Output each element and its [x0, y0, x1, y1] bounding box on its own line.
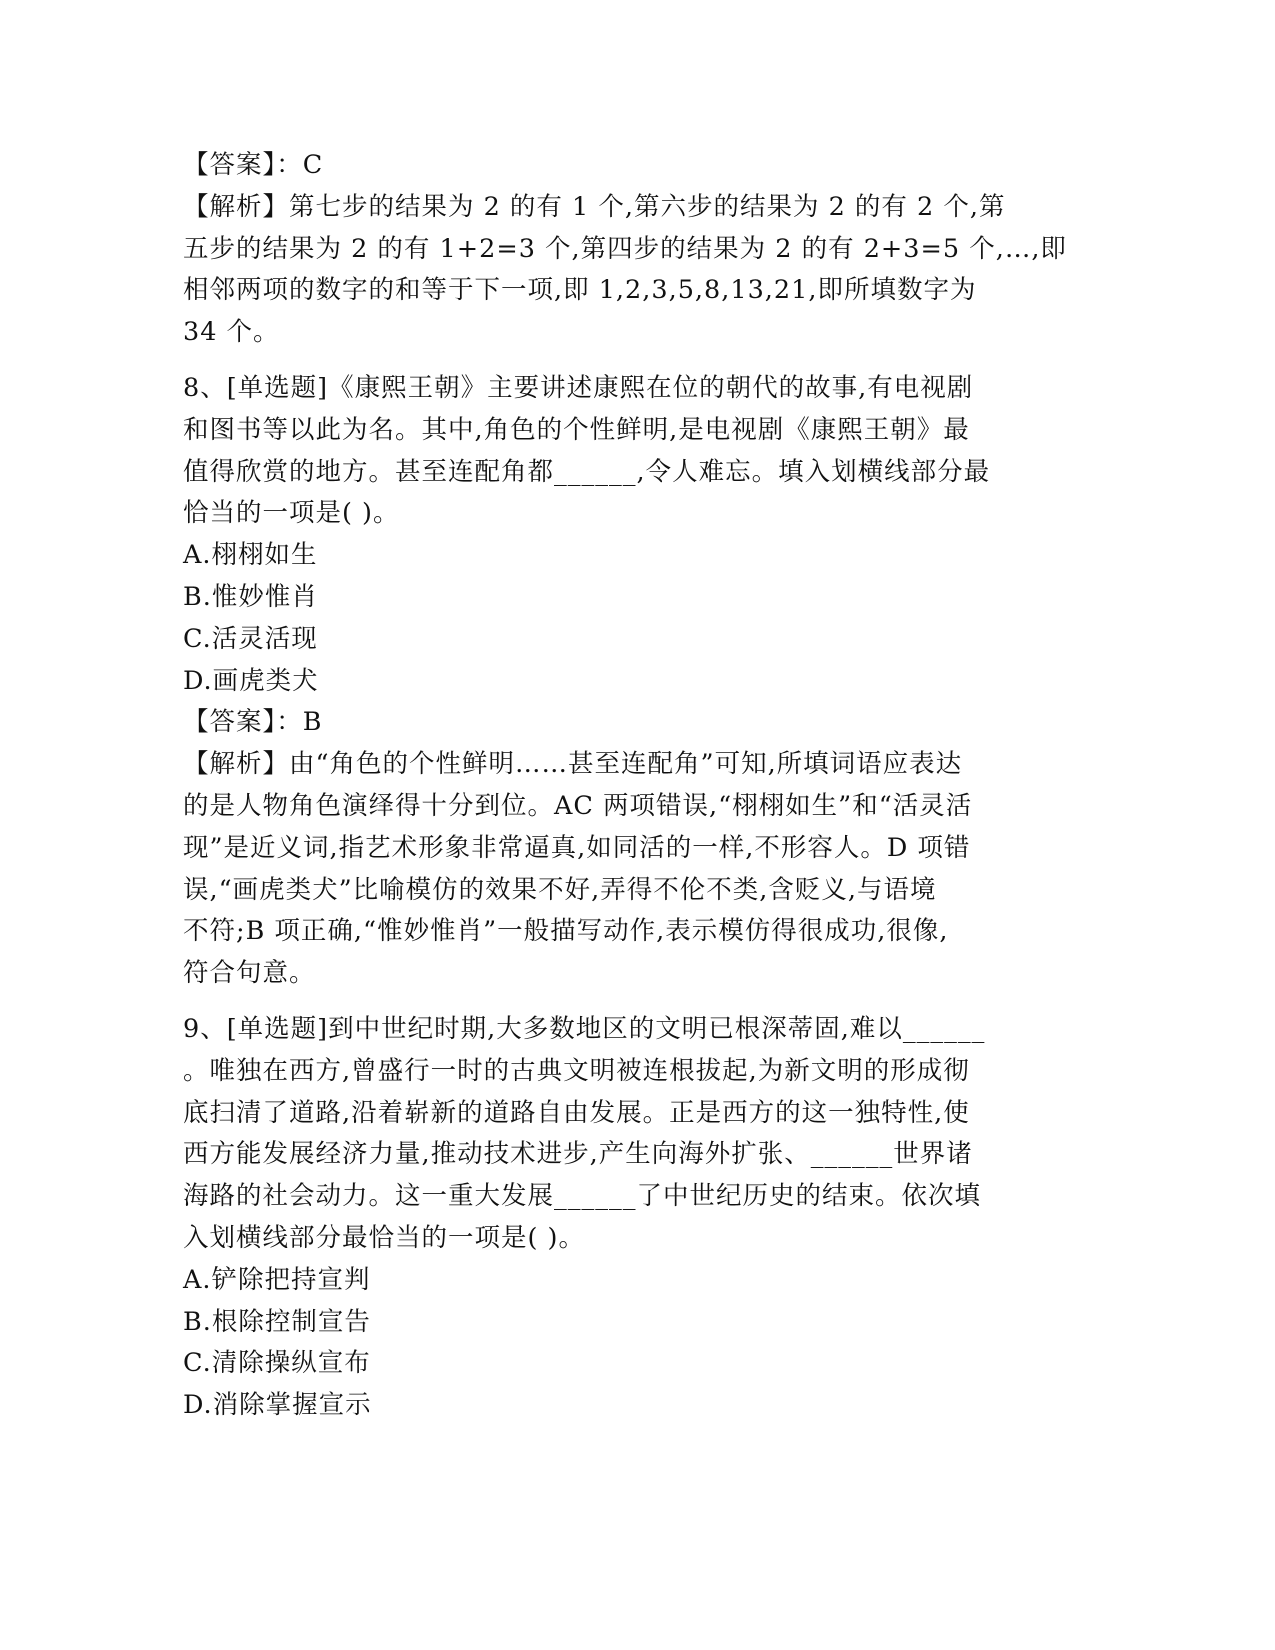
q8-answer: 【答案】：B — [183, 707, 323, 738]
q9-question — [183, 1009, 1083, 1260]
q8-question-line: 和图书等以此为名。其中,角色的个性鲜明,是电视剧《康熙王朝》最 — [183, 414, 970, 445]
q9-question-line: 西方能发展经济力量,推动技术进步,产生向海外扩张、______世界诸 — [183, 1139, 973, 1170]
q8-analysis-line: 现”是近义词,指艺术形象非常逼真,如同活的一样,不形容人。D 项错 — [183, 832, 971, 863]
q7-analysis — [183, 187, 1083, 354]
q9-question-line: 入划横线部分最恰当的一项是( )。 — [183, 1222, 586, 1253]
q9-question-line: 。唯独在西方,曾盛行一时的古典文明被连根拔起,为新文明的形成彻 — [183, 1055, 970, 1086]
q9-option-a: A.铲除把持宣判 — [183, 1264, 371, 1295]
q8-analysis-line: 符合句意。 — [183, 958, 316, 989]
q8-options — [183, 535, 1083, 702]
q9-question-line: 海路的社会动力。这一重大发展______了中世纪历史的结束。依次填 — [183, 1181, 982, 1212]
q7-answer: 【答案】：C — [183, 150, 324, 180]
q7-analysis-line: 五步的结果为 2 的有 1+2=3 个,第四步的结果为 2 的有 2+3=5 个,…,即 — [183, 233, 1067, 264]
q9-option-c: C.清除操纵宣布 — [183, 1348, 371, 1379]
q8-option-d: D.画虎类犬 — [183, 665, 319, 696]
q7-analysis-line: 【解析】第七步的结果为 2 的有 1 个,第六步的结果为 2 的有 2 个,第 — [183, 191, 1006, 222]
q9-question-line: 底扫清了道路,沿着崭新的道路自由发展。正是西方的这一独特性,使 — [183, 1097, 970, 1128]
q9-question-line: 9、[单选题]到中世纪时期,大多数地区的文明已根深蒂固,难以______ — [183, 1013, 986, 1044]
q9-option-b: B.根除控制宣告 — [183, 1306, 371, 1337]
q7-analysis-line: 34 个。 — [183, 317, 280, 348]
q9-options — [183, 1260, 1083, 1427]
q8-analysis-line: 的是人物角色演绎得十分到位。AC 两项错误,“栩栩如生”和“活灵活 — [183, 790, 973, 821]
q7-analysis-line: 相邻两项的数字的和等于下一项,即 1,2,3,5,8,13,21,即所填数字为 — [183, 275, 977, 306]
q8-question-line: 8、[单选题]《康熙王朝》主要讲述康熙在位的朝代的故事,有电视剧 — [183, 372, 974, 403]
q8-option-a: A.栩栩如生 — [183, 540, 318, 571]
q8-option-b: B.惟妙惟肖 — [183, 581, 318, 612]
q8-question-line: 恰当的一项是( )。 — [183, 498, 400, 529]
q8-question — [183, 368, 1083, 535]
q9-option-d: D.消除掌握宣示 — [183, 1390, 372, 1421]
q8-analysis-line: 不符;B 项正确,“惟妙惟肖”一般描写动作,表示模仿得很成功,很像, — [183, 916, 949, 947]
document-page — [183, 145, 1083, 1427]
q8-analysis-line: 【解析】由“角色的个性鲜明……甚至连配角”可知,所填词语应表达 — [183, 749, 963, 780]
q8-analysis — [183, 744, 1083, 995]
q8-question-line: 值得欣赏的地方。甚至连配角都______,令人难忘。填入划横线部分最 — [183, 456, 991, 487]
q8-analysis-line: 误,“画虎类犬”比喻模仿的效果不好,弄得不伦不类,含贬义,与语境 — [183, 874, 937, 905]
q8-option-c: C.活灵活现 — [183, 623, 318, 654]
